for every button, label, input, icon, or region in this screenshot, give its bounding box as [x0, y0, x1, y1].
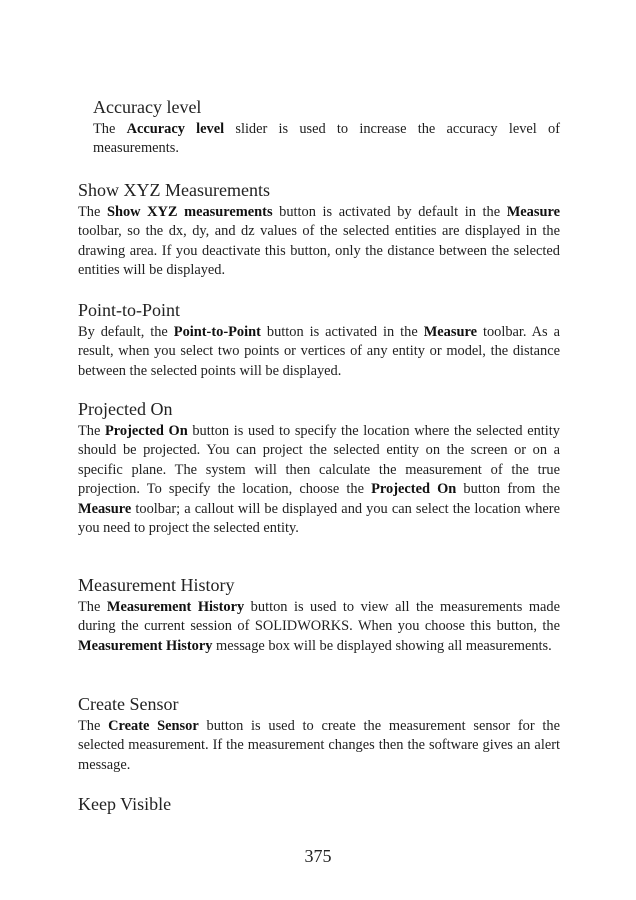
- bold-term: Projected On: [105, 423, 188, 439]
- text-run: message box will be displayed showing all measurements.: [212, 637, 552, 654]
- bold-term: Show XYZ measurements: [106, 204, 273, 220]
- bold-term: Measurement History: [78, 637, 213, 654]
- text-run: button from the: [456, 481, 560, 498]
- bold-term: Measure: [423, 324, 477, 340]
- text-run: The: [78, 423, 106, 439]
- text-run: button is activated in the: [260, 324, 424, 340]
- page-number: 375: [304, 846, 332, 866]
- bold-term: Projected On: [371, 481, 457, 498]
- section-show-xyz-measurements: [78, 179, 560, 281]
- section-paragraph: [78, 323, 560, 381]
- section-create-sensor: [78, 693, 560, 775]
- section-paragraph: [78, 598, 560, 656]
- text-run: slider is used to increase the accuracy level of measurements.: [93, 121, 560, 157]
- section-heading: Keep Visible: [78, 794, 172, 814]
- section-heading: Measurement History: [78, 575, 235, 595]
- section-accuracy-level: [93, 96, 560, 159]
- section-point-to-point: [78, 299, 560, 381]
- section-heading: Accuracy level: [93, 97, 202, 117]
- text-run: The: [78, 718, 109, 734]
- bold-term: Measurement History: [106, 599, 245, 615]
- text-run: button is used to view all the measurements made during the current session of SOLIDWORKS. When you choose this button, the: [78, 599, 560, 635]
- section-heading: Create Sensor: [78, 694, 179, 714]
- text-run: toolbar. As a result, when you select two points or vertices of any entity or model, the distance between the selected points will be displayed.: [78, 324, 560, 379]
- text-run: button is used to specify the location where the selected entity should be projected. You can project the selected entity on the screen or on a specific plane. The system will then calculate the measurement of the true projection. To specify the location, choose the: [78, 423, 560, 498]
- section-paragraph: [78, 717, 560, 775]
- section-heading: Projected On: [78, 399, 173, 419]
- bold-term: Accuracy level: [126, 121, 225, 137]
- text-run: The: [78, 599, 107, 615]
- text-run: button is activated by default in the: [272, 204, 507, 220]
- section-keep-visible: [78, 793, 560, 817]
- section-paragraph: [78, 203, 560, 281]
- text-run: By default, the: [78, 324, 174, 340]
- text-run: button is used to create the measurement sensor for the selected measurement. If the measurement changes then the software gives an alert message.: [78, 718, 560, 773]
- section-projected-on: [78, 398, 560, 538]
- section-paragraph: [93, 120, 560, 159]
- text-run: toolbar, so the dx, dy, and dz values of the selected entities are displayed in the drawing area. If you deactivate this button, only the distance between the selected entities will be displayed.: [78, 223, 560, 279]
- section-paragraph: [78, 422, 560, 538]
- bold-term: Create Sensor: [108, 718, 199, 734]
- text-run: The: [78, 204, 107, 220]
- bold-term: Measure: [78, 500, 132, 517]
- bold-term: Point-to-Point: [173, 324, 261, 340]
- text-run: toolbar; a callout will be displayed and you can select the location where you need to project the selected entity.: [78, 500, 560, 537]
- section-measurement-history: [78, 574, 560, 656]
- section-heading: Point-to-Point: [78, 300, 181, 320]
- section-heading: Show XYZ Measurements: [78, 180, 270, 200]
- bold-term: Measure: [506, 204, 560, 220]
- text-run: The: [93, 121, 127, 137]
